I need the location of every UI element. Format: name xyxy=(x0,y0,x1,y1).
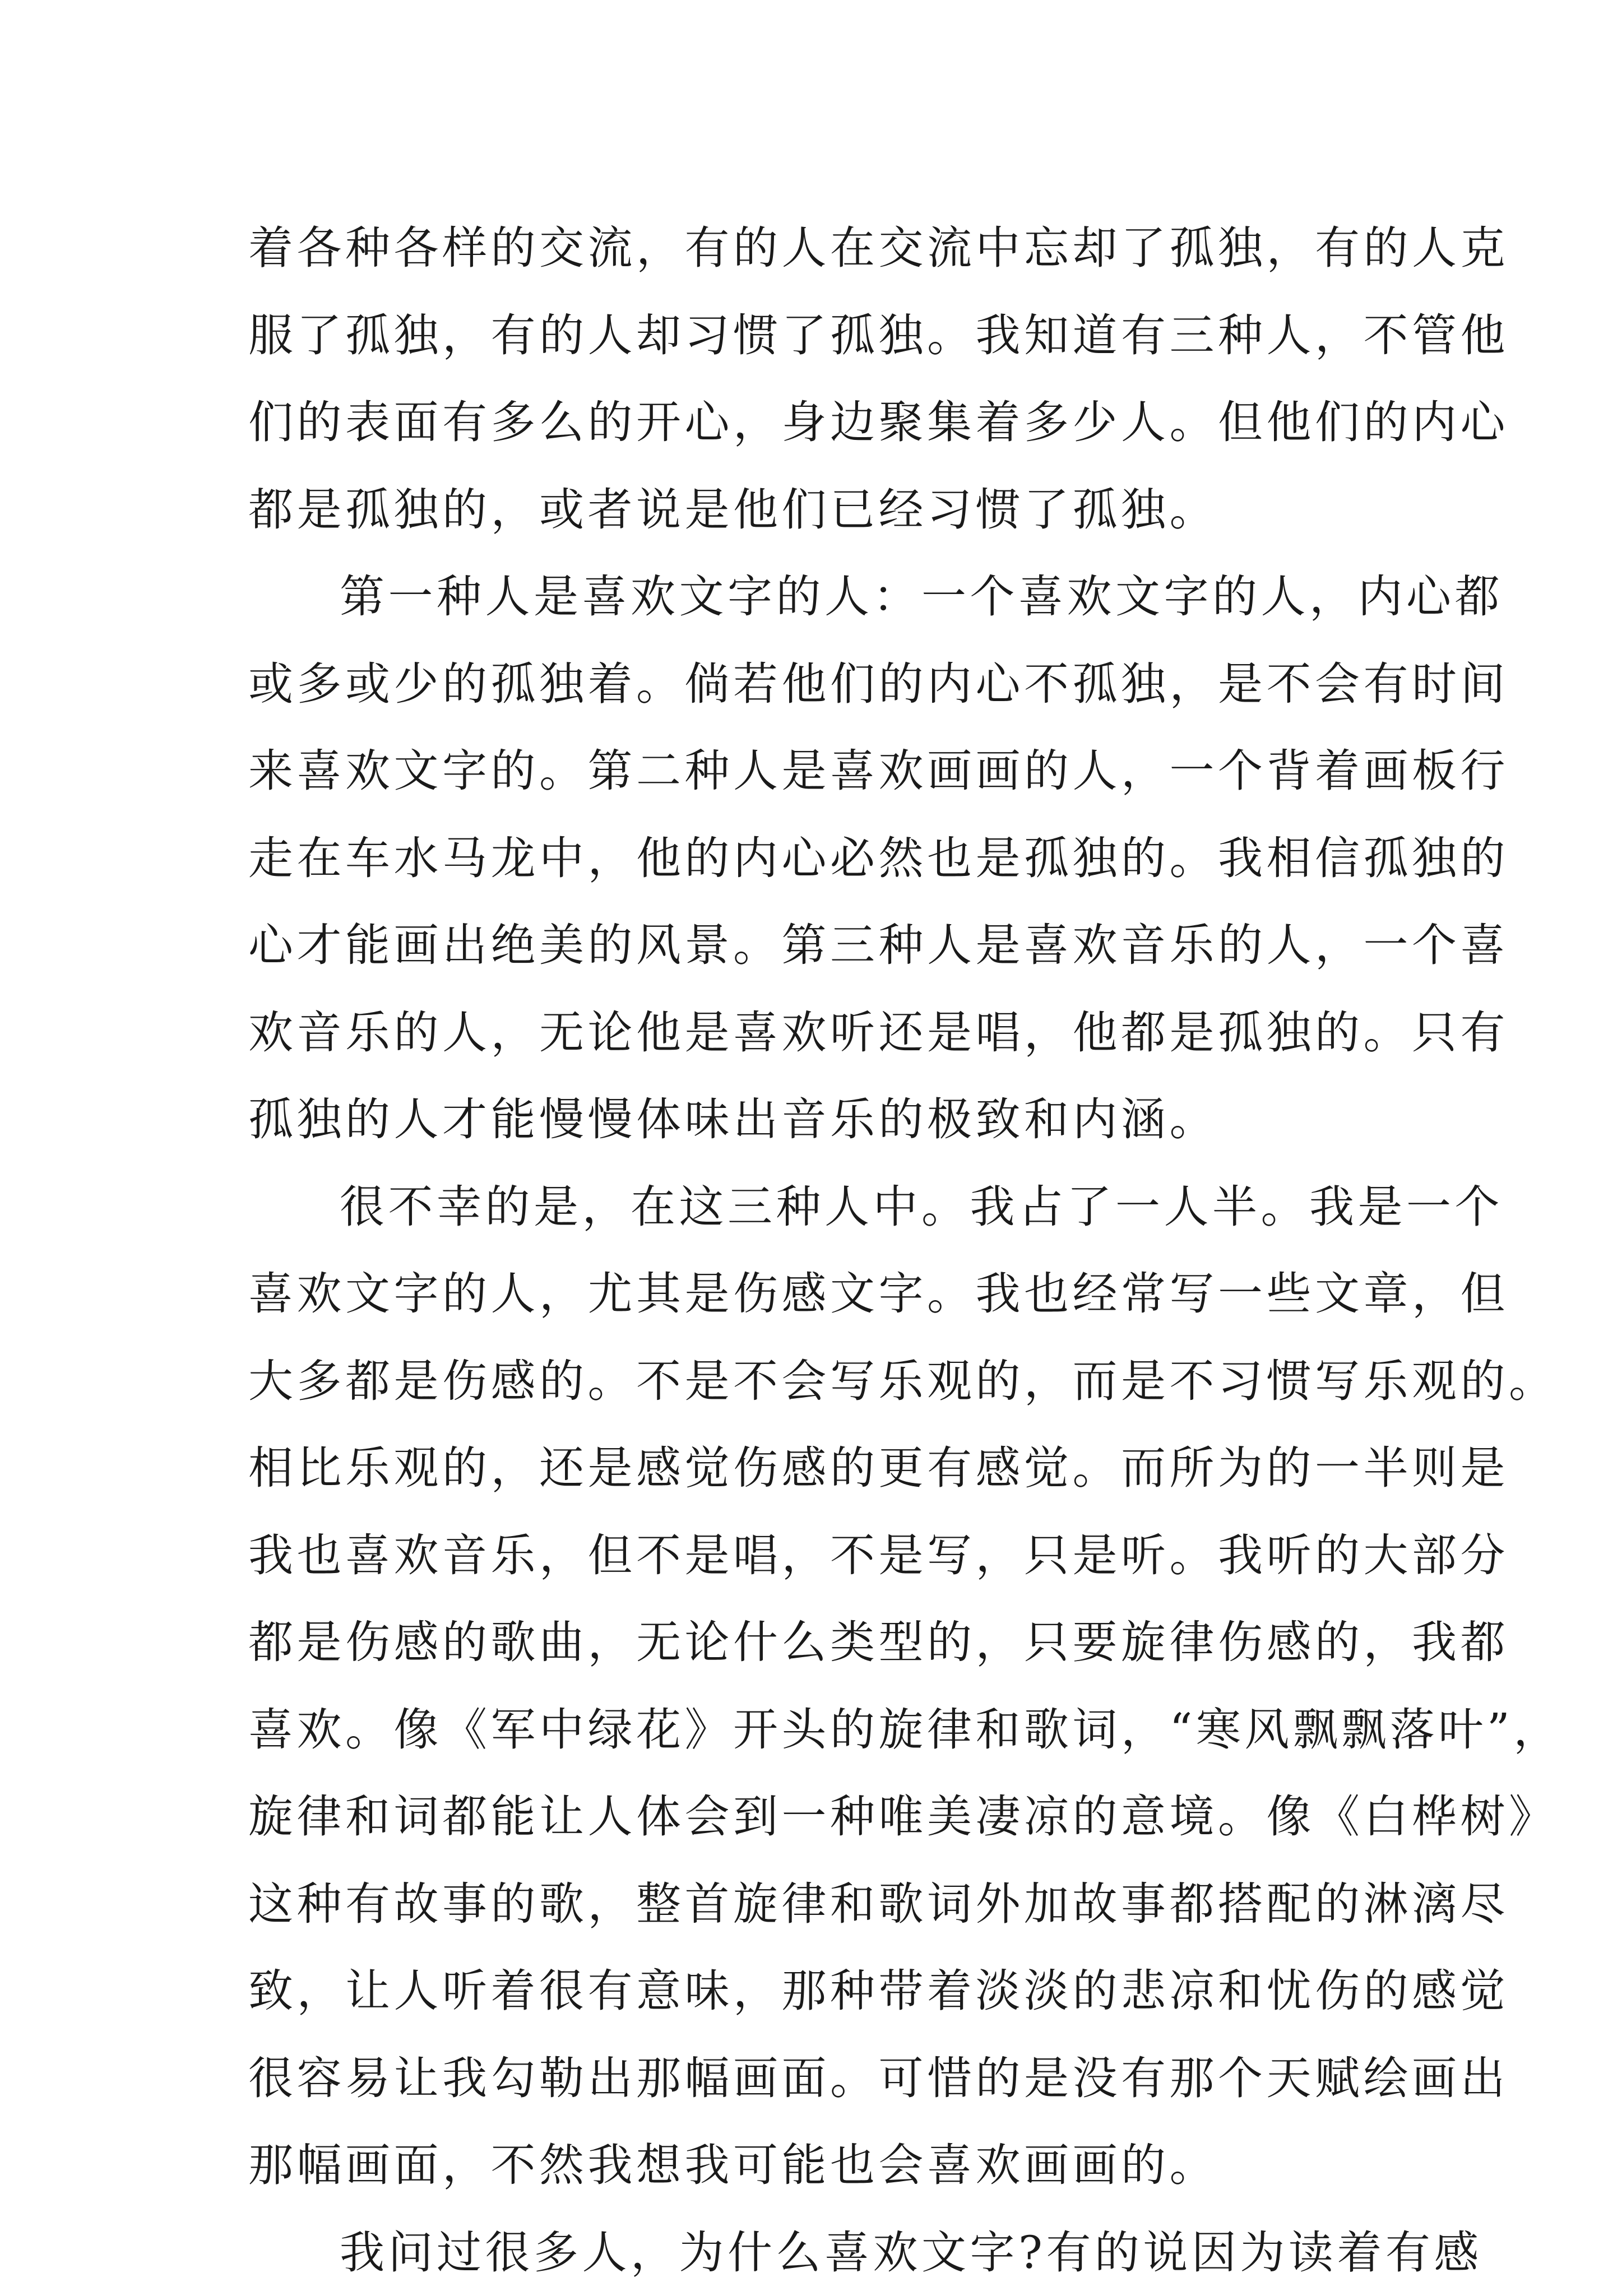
text-line: 来喜欢文字的。第二种人是喜欢画画的人，一个背着画板行 xyxy=(248,727,1380,815)
text-line: 服了孤独，有的人却习惯了孤独。我知道有三种人，不管他 xyxy=(248,292,1380,379)
text-line: 很容易让我勾勒出那幅画面。可惜的是没有那个天赋绘画出 xyxy=(248,2035,1380,2122)
text-line: 那幅画面，不然我想我可能也会喜欢画画的。 xyxy=(248,2122,1380,2209)
text-line: 孤独的人才能慢慢体味出音乐的极致和内涵。 xyxy=(248,1076,1380,1163)
paragraph-2 xyxy=(248,553,1380,1163)
text-line: 或多或少的孤独着。倘若他们的内心不孤独，是不会有时间 xyxy=(248,641,1380,728)
text-line: 这种有故事的歌，整首旋律和歌词外加故事都搭配的淋漓尽 xyxy=(248,1861,1380,1948)
text-line: 旋律和词都能让人体会到一种唯美凄凉的意境。像《白桦树》 xyxy=(248,1773,1380,1861)
text-line: 走在车水马龙中，他的内心必然也是孤独的。我相信孤独的 xyxy=(248,815,1380,902)
text-line: 心才能画出绝美的风景。第三种人是喜欢音乐的人，一个喜 xyxy=(248,902,1380,989)
text-line: 欢音乐的人，无论他是喜欢听还是唱，他都是孤独的。只有 xyxy=(248,989,1380,1077)
text-line: 大多都是伤感的。不是不会写乐观的，而是不习惯写乐观的。 xyxy=(248,1338,1380,1425)
text-line: 很不幸的是，在这三种人中。我占了一人半。我是一个 xyxy=(248,1163,1380,1251)
text-line: 们的表面有多么的开心，身边聚集着多少人。但他们的内心 xyxy=(248,379,1380,466)
document-body xyxy=(248,205,1380,2296)
text-line: 第一种人是喜欢文字的人：一个喜欢文字的人，内心都 xyxy=(248,553,1380,641)
text-line: 致，让人听着很有意味，那种带着淡淡的悲凉和忧伤的感觉 xyxy=(248,1947,1380,2035)
text-line: 着各种各样的交流，有的人在交流中忘却了孤独，有的人克 xyxy=(248,205,1380,292)
text-line: 我问过很多人，为什么喜欢文字?有的说因为读着有感 xyxy=(248,2209,1380,2296)
text-line: 相比乐观的，还是感觉伤感的更有感觉。而所为的一半则是 xyxy=(248,1425,1380,1512)
text-line: 喜欢文字的人，尤其是伤感文字。我也经常写一些文章，但 xyxy=(248,1250,1380,1338)
text-line: 我也喜欢音乐，但不是唱，不是写，只是听。我听的大部分 xyxy=(248,1512,1380,1599)
paragraph-1 xyxy=(248,205,1380,553)
text-line: 都是伤感的歌曲，无论什么类型的，只要旋律伤感的，我都 xyxy=(248,1599,1380,1686)
text-line: 喜欢。像《军中绿花》开头的旋律和歌词，“寒风飘飘落叶”， xyxy=(248,1686,1380,1774)
paragraph-3 xyxy=(248,1163,1380,2209)
text-line: 都是孤独的，或者说是他们已经习惯了孤独。 xyxy=(248,466,1380,554)
paragraph-4 xyxy=(248,2209,1380,2296)
